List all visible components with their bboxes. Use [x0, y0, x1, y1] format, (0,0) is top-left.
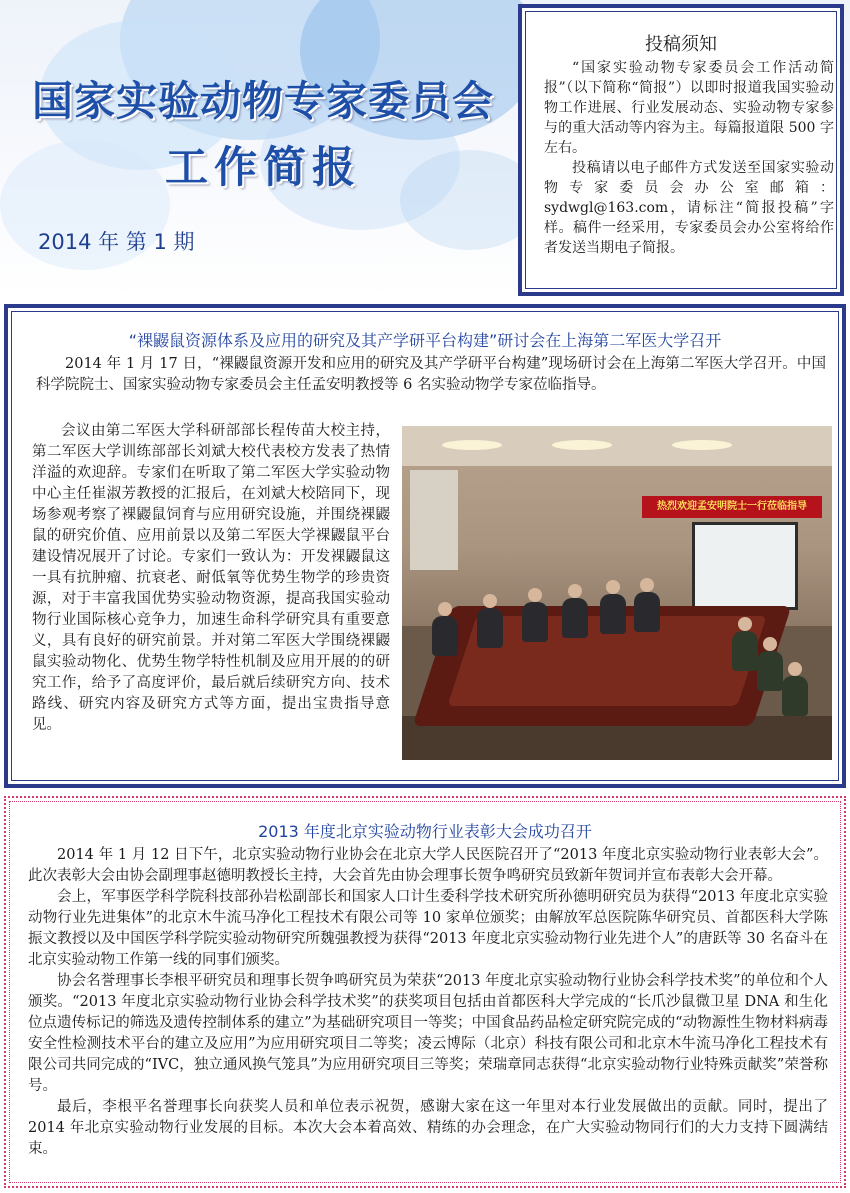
notice-title: 投稿须知	[645, 34, 717, 55]
photo-attendee	[782, 676, 808, 716]
photo-welcome-banner: 热烈欢迎孟安明院士一行莅临指导	[642, 496, 822, 518]
photo-attendee	[432, 616, 458, 656]
article-lead-paragraph: 2014 年 1 月 17 日，“裸鼹鼠资源开发和应用的研究及其产学研平台构建”现场研讨会在上海第二军医大学召开。中国科学院院士、国家实验动物专家委员会主任孟安明教授等 6 名实验动物学专家莅临指导。	[36, 356, 826, 393]
article-paragraph: 2014 年 1 月 12 日下午，北京实验动物行业协会在北京大学人民医院召开了“2013 年度北京实验动物行业表彰大会”。此次表彰大会由协会副理事赵德明教授长主持，大会首先由协会理事长贺争鸣研究员致新年贺词并宣布表彰大会开幕。	[28, 847, 828, 884]
photo-attendee	[757, 651, 783, 691]
article-beijing-commendation	[4, 796, 846, 1188]
photo-attendee	[600, 594, 626, 634]
photo-window	[410, 470, 458, 570]
submission-notice-box	[518, 4, 844, 296]
article-body	[28, 845, 828, 1160]
photo-attendee	[522, 602, 548, 642]
article-title: 2013 年度北京实验动物行业表彰大会成功召开	[258, 822, 592, 841]
article-naked-mole-rat	[4, 304, 846, 788]
meeting-photo	[402, 426, 832, 760]
issue-number: 2014 年 第 1 期	[38, 230, 195, 254]
photo-ceiling-light	[672, 440, 732, 450]
photo-attendee	[477, 608, 503, 648]
photo-ceiling-light	[442, 440, 502, 450]
photo-ceiling-light	[552, 440, 612, 450]
masthead-title-line1: 国家实验动物专家委员会	[32, 77, 494, 125]
photo-attendee	[732, 631, 758, 671]
notice-body	[544, 58, 834, 258]
article-paragraph: 最后，李根平名誉理事长向获奖人员和单位表示祝贺，感谢大家在这一年里对本行业发展做出的贡献。同时，提出了 2014 年北京实验动物行业发展的目标。本次大会本着高效、精练的办会理念，在广大实验动物同行们的大力支持下圆满结束。	[28, 1099, 828, 1157]
notice-paragraph: “国家实验动物专家委员会工作活动简报”（以下简称“简报”）以即时报道我国实验动物工作进展、行业发展动态、实验动物专家参与的重大活动等内容为主。每篇报道限 500 字左右。	[544, 60, 834, 156]
masthead-title-line2: 工作简报	[165, 143, 361, 193]
notice-paragraph: 投稿请以电子邮件方式发送至国家实验动物专家委员会办公室邮箱：sydwgl@163.com，请标注“简报投稿”字样。稿件一经采用，专家委员会办公室将给作者发送当期电子简报。	[544, 160, 834, 256]
article-paragraph: 协会名誉理事长李根平研究员和理事长贺争鸣研究员为荣获“2013 年度北京实验动物行业协会科学技术奖”的单位和个人颁奖。“2013 年度北京实验动物行业协会科学技术奖”的获奖项目包括由首都医科大学完成的“长爪沙鼠微卫星 DNA 和生化位点遗传标记的筛选及遗传控制体系的建立”为基础研究项目一等奖；中国食品药品检定研究院完成的“动物源性生物材料病毒安全性检测技术平台的建立及应用”为应用研究项目二等奖；凌云博际（北京）科技有限公司和北京木牛流马净化工程技术有限公司共同完成的“IVC，独立通风换气笼具”为应用研究项目三等奖；荣瑞章同志获得“北京实验动物行业特殊贡献奖”荣誉称号。	[28, 973, 828, 1094]
article-title: “裸鼹鼠资源体系及应用的研究及其产学研平台构建”研讨会在上海第二军医大学召开	[128, 331, 722, 350]
article-paragraph: 会上，军事医学科学院科技部孙岩松副部长和国家人口计生委科学技术研究所孙德明研究员为获得“2013 年度北京实验动物行业先进集体”的北京木牛流马净化工程技术有限公司等 10 家单位颁奖；由解放军总医院陈华研究员、首都医科大学陈振文教授以及中国医学科学院实验动物研究所魏强教授为获得“2013 年度北京实验动物行业先进个人”的唐跃等 30 名奋斗在北京实验动物工作第一线的同事们颁奖。	[28, 889, 828, 968]
photo-attendee	[634, 592, 660, 632]
photo-projection-screen	[692, 522, 798, 610]
photo-attendee	[562, 598, 588, 638]
article-body-paragraph: 会议由第二军医大学科研部部长程传苗大校主持，第二军医大学训练部部长刘斌大校代表校方发表了热情洋溢的欢迎辞。专家们在听取了第二军医大学实验动物中心主任崔淑芳教授的汇报后，在刘斌大校陪同下，现场参观考察了裸鼹鼠饲育与应用研究设施，并围绕裸鼹鼠的研究价值、应用前景以及第二军医大学裸鼹鼠平台建设情况展开了讨论。专家们一致认为：开发裸鼹鼠这一具有抗肿瘤、抗衰老、耐低氧等优势生物学的珍贵资源，对于丰富我国优势实验动物资源，提高我国实验动物行业国际核心竞争力，加速生命科学研究具有重要意义，具有良好的研究前景。并对第二军医大学围绕裸鼹鼠实验动物化、优势生物学特性机制及应用开展的的研究工作，给予了高度评价，最后就后续研究方向、技术路线、研究内容及研究方式等方面，提出宝贵指导意见。	[32, 423, 390, 733]
